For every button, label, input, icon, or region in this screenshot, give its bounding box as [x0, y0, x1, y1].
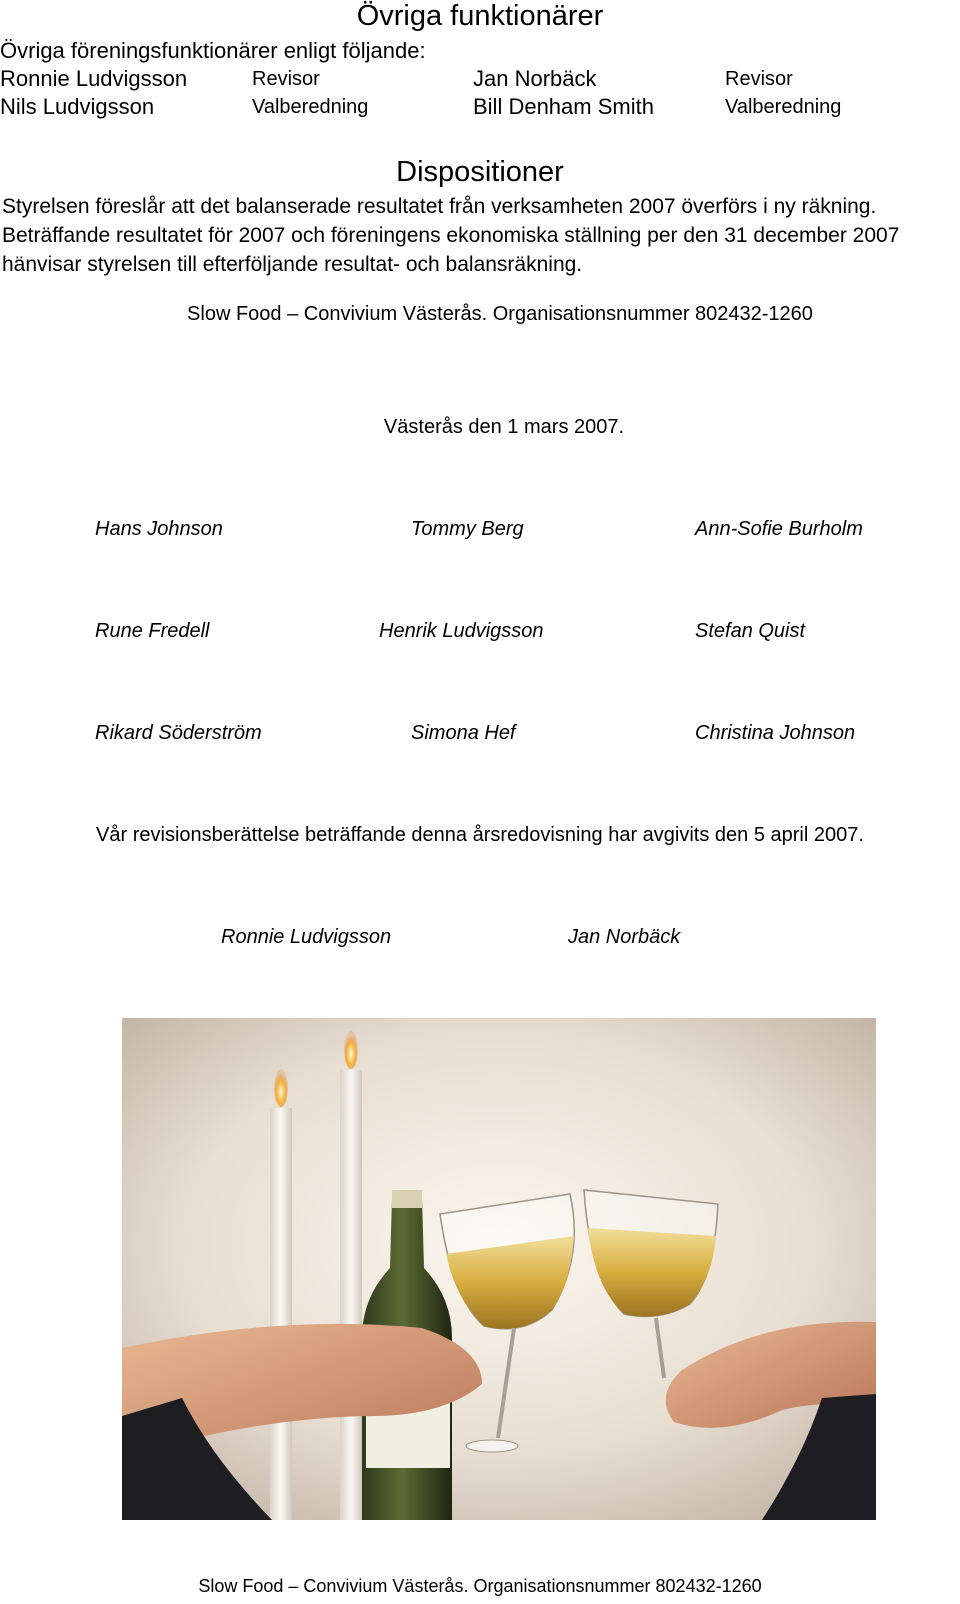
- page-footer: Slow Food – Convivium Västerås. Organisationsnummer 802432-1260: [198, 1576, 762, 1596]
- official-role: Valberedning: [725, 96, 842, 118]
- official-name: Nils Ludvigsson: [0, 94, 155, 119]
- official-role: Valberedning: [252, 96, 369, 118]
- signature-name: Simona Hef: [411, 722, 516, 744]
- place-date: Västerås den 1 mars 2007.: [383, 416, 625, 438]
- signature-name: Rikard Söderström: [95, 722, 262, 744]
- dispositions-paragraph: Styrelsen föreslår att det balanserade resultatet från verksamheten 2007 överförs i ny räkning. Beträffande resultatet för 2007 och föreningens ekonomiska ställning per den 31 december 2007 hänvisar styrelsen till efterföljande resultat- och balansräkning.: [2, 195, 900, 276]
- official-name: Jan Norbäck: [473, 66, 597, 91]
- official-role: Revisor: [725, 68, 793, 90]
- signature-name: Henrik Ludvigsson: [379, 620, 544, 642]
- org-line: Slow Food – Convivium Västerås. Organisationsnummer 802432-1260: [187, 303, 813, 325]
- signature-name: Tommy Berg: [411, 518, 524, 540]
- dispositions-title: Dispositioner: [396, 156, 564, 188]
- auditor-signature: Jan Norbäck: [568, 926, 681, 948]
- toast-photo: [122, 1018, 876, 1520]
- signature-name: Ann-Sofie Burholm: [695, 518, 863, 540]
- signature-name: Stefan Quist: [695, 620, 806, 642]
- officials-intro: Övriga föreningsfunktionärer enligt följande:: [0, 38, 426, 63]
- official-role: Revisor: [252, 68, 320, 90]
- auditor-signature: Ronnie Ludvigsson: [221, 926, 392, 948]
- official-name: Ronnie Ludvigsson: [0, 66, 188, 91]
- audit-statement: Vår revisionsberättelse beträffande denna årsredovisning har avgivits den 5 april 2007.: [96, 824, 864, 846]
- signature-name: Christina Johnson: [695, 722, 856, 744]
- official-name: Bill Denham Smith: [473, 94, 654, 119]
- signature-name: Rune Fredell: [95, 620, 210, 642]
- officials-title: Övriga funktionärer: [356, 0, 604, 32]
- signature-name: Hans Johnson: [95, 518, 223, 540]
